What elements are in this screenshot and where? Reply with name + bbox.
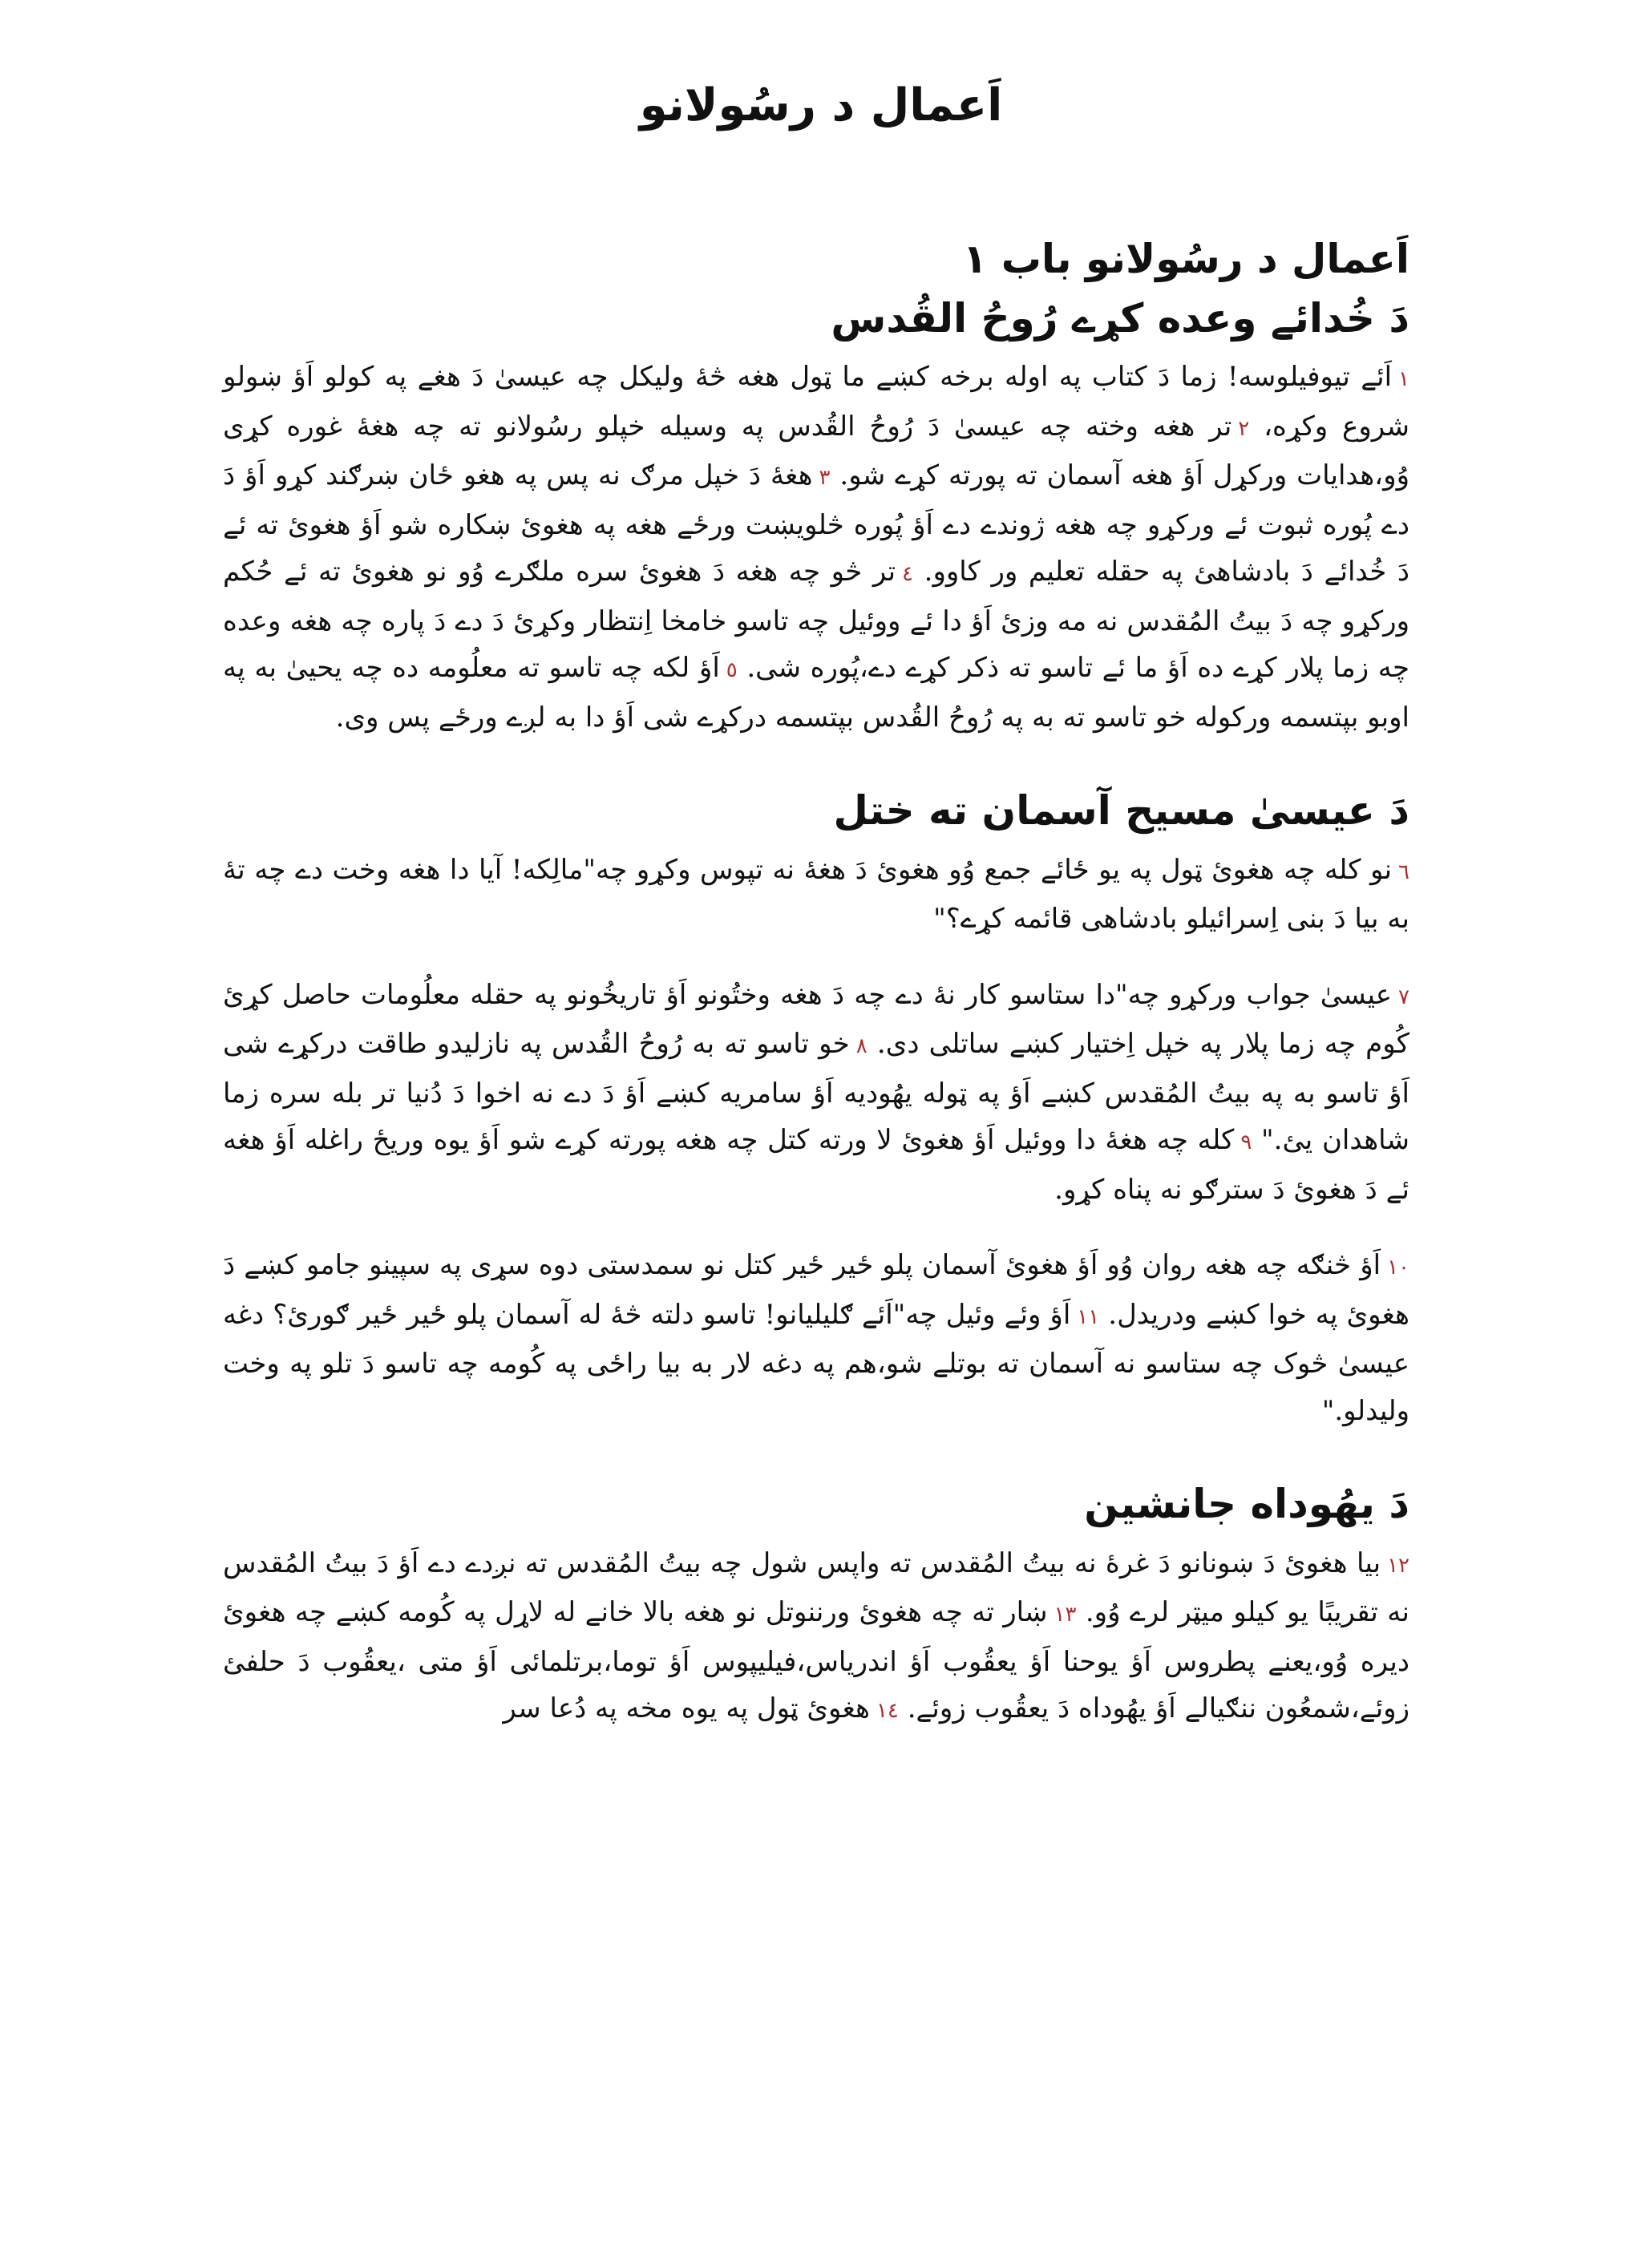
book-title: اَعمال د رسُولانو (639, 79, 1003, 131)
verse-number: ۱۳ (1054, 1603, 1077, 1627)
verse-number: ٦ (1398, 859, 1409, 884)
verse-text: نو کله چه هغوئ ټول په یو ځائے جمع وُو هغوئ دَ هغۀ نه تپوس وکړو چه"مالِکه! آیا دا هغه وخت دے چه تۀ به بیا دَ بنی اِسرائیلو بادشاهی قائمه کړے؟" (223, 853, 1409, 935)
verse-number: ۱٤ (876, 1699, 899, 1723)
verse-number: ۳ (819, 466, 831, 490)
verse-text: تر هغه وخته چه عیسیٰ دَ رُوحُ القُدس په وسیله خپلو رسُولانو ته چه هغۀ غوره کړی وُو،هدایات ورکړل اَؤ هغه آسمان ته پورته کړے شو. (223, 410, 1409, 491)
document-body (223, 232, 1409, 1735)
verse-text: اَؤ لکه چه تاسو ته معلُومه ده چه یحییٰ به په اوبو بپتسمه ورکوله خو تاسو ته به په رُوحُ القُدس بپتسمه درکړے شی اَؤ دا به لږے ورځے پس وی. (223, 652, 1409, 734)
paragraph (223, 847, 1409, 943)
verse-number: ۷ (1398, 984, 1409, 1009)
verse-number: ۱۲ (1387, 1553, 1409, 1578)
verse-text: عیسیٰ جواب ورکړو چه"دا ستاسو کار نۀ دے چه دَ هغه وختُونو اَؤ تاریخُونو په حقله معلُومات حاصل کړئ کُوم چه زما پلار په خپل اِختیار کښے ساتلی دی. (223, 978, 1409, 1060)
verse-number: ۹ (1240, 1130, 1252, 1154)
section-heading: دَ یهُوداه جانشین (1084, 1481, 1409, 1527)
section-heading: دَ خُدائے وعده کړے رُوحُ القُدس (831, 294, 1409, 342)
verse-text: اَؤ وئے وئیل چه"اَئے ګلیلیانو! تاسو دلته څۀ له آسمان پلو ځیر ځیر ګورئ؟ دغه عیسیٰ څوک چه ستاسو نه آسمان ته بوتلے شو،هم په دغه لار به بیا راځی په کُومه چه تاسو دَ تلو په وخت ولیدلو." (223, 1298, 1409, 1427)
section-heading: دَ عیسیٰ مسیح آسمان ته ختل (833, 787, 1409, 834)
verse-number: ٤ (902, 562, 914, 586)
verse-number: ۱۱ (1077, 1304, 1100, 1329)
verse-number: ۸ (855, 1034, 868, 1058)
verse-number: ۱۰ (1387, 1255, 1409, 1280)
verse-text: هغۀ دَ خپل مرګ نه پس په هغو ځان ښرګند کړو اَؤ دَ دے پُوره ثبوت ئے ورکړو چه هغه ژوندے دے اَؤ پُوره څلویښت ورځے هغه په هغوئ ښکاره شو اَؤ هغوئ ته ئے دَ خُدائے دَ بادشاهئ په حقله تعلیم ور کاوو. (223, 459, 1410, 588)
verse-text: هغوئ ټول په یوه مخه په دُعا سر (503, 1692, 870, 1724)
sections-container (223, 292, 1409, 1735)
verse-text: اَئے تیوفیلوسه! زما دَ کتاب په اوله برخه کښے ما ټول هغه څۀ ولیکل چه عیسیٰ دَ هغے په کولو اَؤ ښولو شروع وکړه، (223, 361, 1409, 443)
paragraph (223, 354, 1409, 741)
paragraph (223, 1540, 1409, 1735)
verse-text: تر څو چه هغه دَ هغوئ سره ملګرے وُو نو هغوئ ته ئے حُکم ورکړو چه دَ بیتُ المُقدس نه مه وزئ اَؤ دا ئے ووئیل چه تاسو خامخا اِنتظار وکړئ دَ دے دَ پاره چه هغه وعده چه زما پلار کړے ده اَؤ ما ئے تاسو ته ذکر کړے دے،پُوره شی. (223, 556, 1410, 684)
verse-number: ۱ (1398, 367, 1409, 391)
paragraph (223, 1242, 1409, 1434)
chapter-title: اَعمال د رسُولانو باب ۱ (962, 236, 1409, 282)
verse-text: بیا هغوئ دَ ښونانو دَ غرۀ نه بیتُ المُقدس ته واپس شول چه بیتُ المُقدس ته نږدے دے اَؤ دَ بیتُ المُقدس نه تقریبًا یو کیلو میټر لرے وُو. (223, 1546, 1410, 1628)
paragraph (223, 972, 1409, 1214)
verse-number: ۲ (1238, 416, 1250, 441)
verse-text: خو تاسو ته به رُوحُ القُدس په نازلیدو طاقت درکړے شی اَؤ تاسو به په بیتُ المُقدس کښے اَؤ په ټوله یهُودیه اَؤ سامریه کښے اَؤ دَ دے نه اخوا دَ دُنیا تر بله سره زما شاهدان یئ." (223, 1028, 1410, 1156)
verse-text: ښار ته چه هغوئ ورننوتل نو هغه بالا خانے له لاړل په کُومه کښے چه هغوئ دیره وُو،یعنے پطروس اَؤ یوحنا اَؤ یعقُوب اَؤ اندریاس،فیلیپوس اَؤ توما،برتلمائی اَؤ متی ،یعقُوب دَ حلفئ زوئے،شمعُون ننګیالے اَؤ یهُوداه دَ یعقُوب زوئے. (223, 1596, 1409, 1724)
verse-text: کله چه هغۀ دا ووئیل اَؤ هغوئ لا ورته کتل چه هغه پورته کړے شو اَؤ یوه وریځ راغله اَؤ هغه ئے دَ هغوئ دَ سترګو نه پناه کړو. (223, 1124, 1409, 1206)
verse-number: ٥ (726, 658, 738, 682)
verse-text: اَؤ څنګه چه هغه روان وُو اَؤ هغوئ آسمان پلو ځیر ځیر کتل نو سمدستی دوه سړی په سپینو جامو کښے دَ هغوئ په خوا کښے ودریدل. (223, 1249, 1409, 1331)
